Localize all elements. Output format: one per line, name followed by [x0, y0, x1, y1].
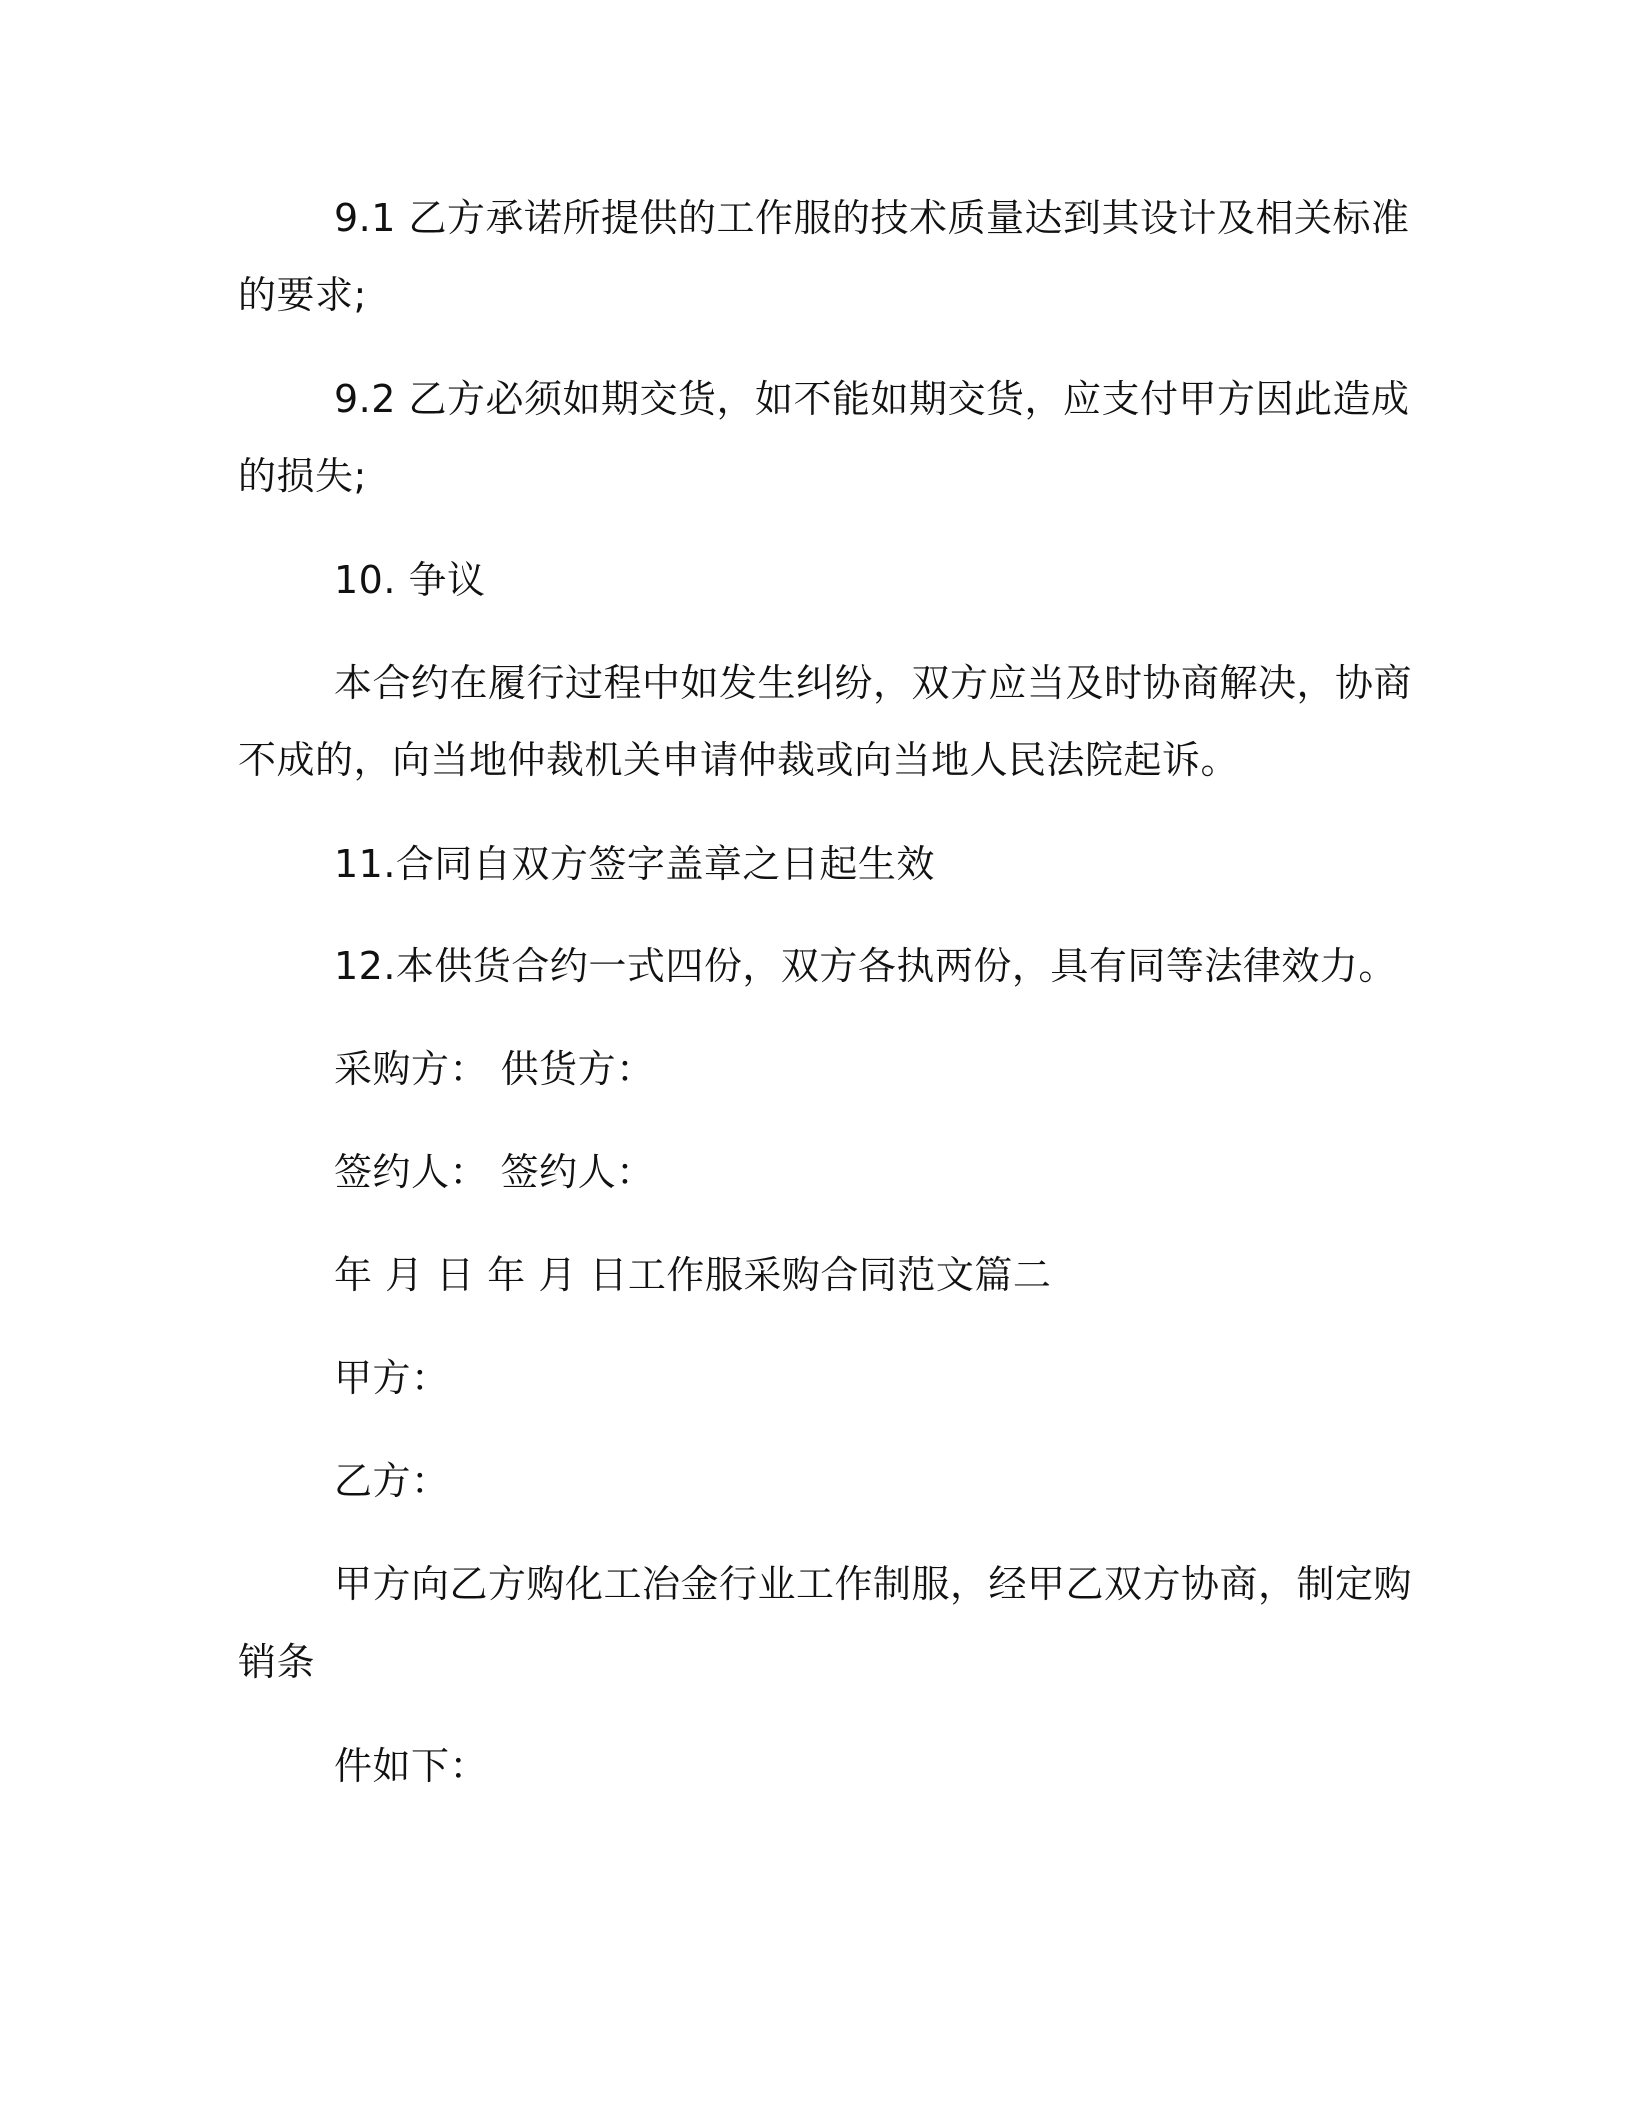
clause-9-1-line-2: 的要求; [238, 273, 367, 317]
dispute-paragraph-line-2: 不成的，向当地仲裁机关申请仲裁或向当地人民法院起诉。 [238, 738, 1240, 782]
clause-11: 11.合同自双方签字盖章之日起生效 [334, 842, 935, 886]
parties-line: 采购方： 供货方： [334, 1047, 655, 1091]
date-and-title-line: 年 月 日 年 月 日工作服采购合同范文篇二 [334, 1253, 1052, 1297]
party-a-line: 甲方： [334, 1356, 450, 1400]
dispute-paragraph-line-1: 本合约在履行过程中如发生纠纷，双方应当及时协商解决，协商 [334, 661, 1413, 705]
clause-9-2-line-1: 9.2 乙方必须如期交货，如不能如期交货，应支付甲方因此造成 [334, 377, 1410, 421]
section-10-heading: 10. 争议 [334, 558, 486, 602]
purchase-paragraph-line-2: 销条 [238, 1640, 316, 1684]
clause-9-1-line-1: 9.1 乙方承诺所提供的工作服的技术质量达到其设计及相关标准 [334, 196, 1410, 240]
clause-9-2-line-2: 的损失; [238, 454, 367, 498]
purchase-paragraph-line-1: 甲方向乙方购化工冶金行业工作制服，经甲乙双方协商，制定购 [334, 1562, 1413, 1606]
signatories-line: 签约人： 签约人： [334, 1150, 655, 1194]
clause-12: 12.本供货合约一式四份，双方各执两份，具有同等法律效力。 [334, 944, 1397, 988]
party-b-line: 乙方： [334, 1459, 450, 1503]
terms-intro-line: 件如下： [334, 1744, 489, 1788]
